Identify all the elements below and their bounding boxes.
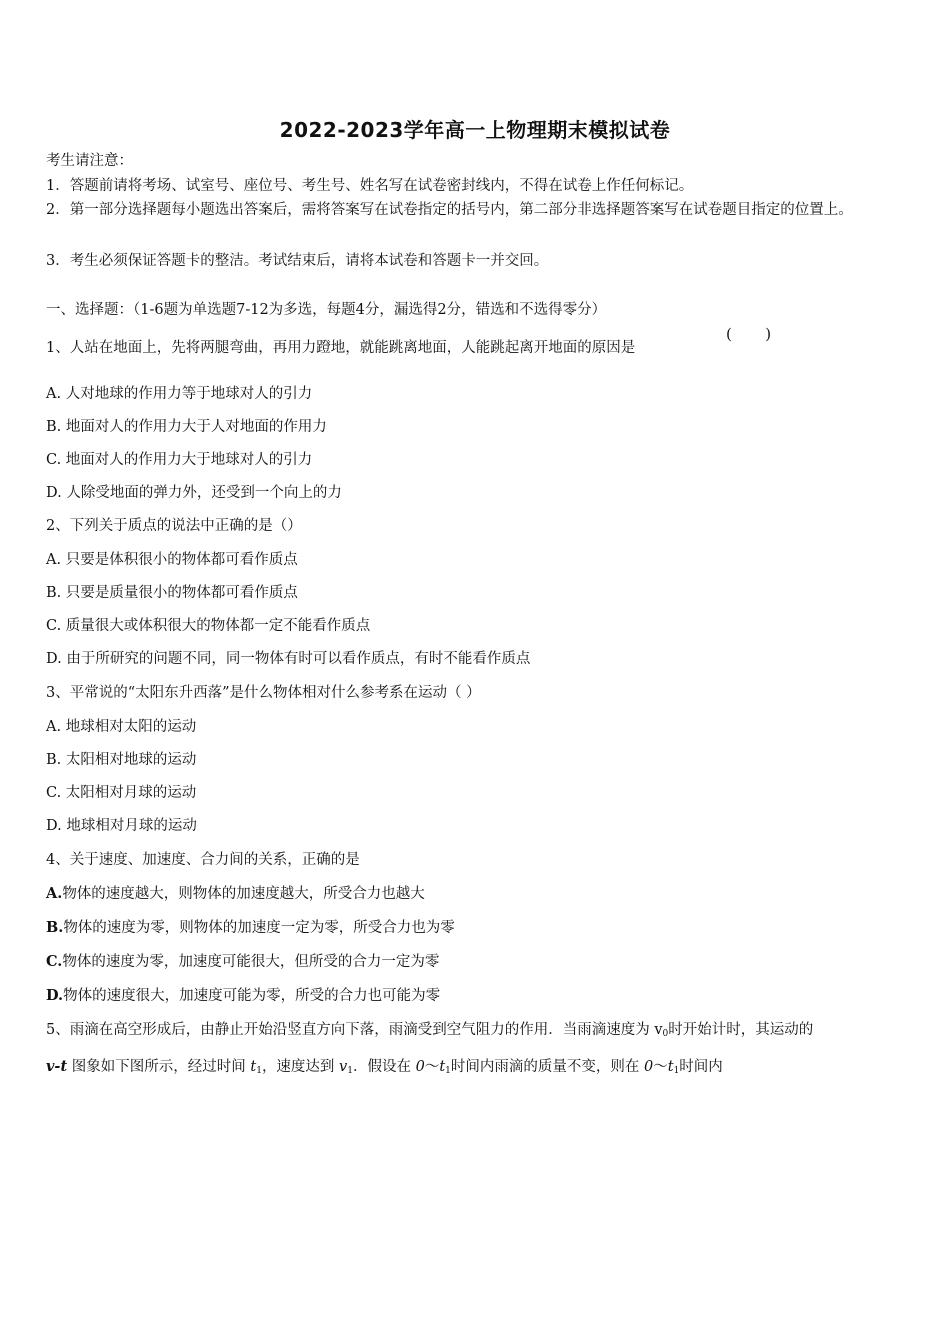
q4-option-a-text: 物体的速度越大，则物体的加速度越大，所受合力也越大 <box>62 886 425 902</box>
q5-v1-symbol: v <box>339 1059 348 1075</box>
q5-text-a: 5、雨滴在高空形成后，由静止开始沿竖直方向下落，雨滴受到空气阻力的作用．当雨滴速度为 v <box>46 1022 663 1038</box>
notice-item-2: 2．第一部分选择题每小题选出答案后，需将答案写在试卷指定的括号内，第二部分非选择题答案写在试卷题目指定的位置上。 <box>46 202 853 218</box>
q2-option-d: D. 由于所研究的问题不同，同一物体有时可以看作质点，有时不能看作质点 <box>46 651 531 667</box>
q1-option-a: A. 人对地球的作用力等于地球对人的引力 <box>46 386 313 402</box>
q2-option-c: C. 质量很大或体积很大的物体都一定不能看作质点 <box>46 618 371 634</box>
section-heading: 一、选择题：（1-6题为单选题7-12为多选，每题4分，漏选得2分，错选和不选得零分） <box>46 302 607 318</box>
notice-item-3: 3．考生必须保证答题卡的整洁。考试结束后，请将本试卷和答题卡一并交回。 <box>46 253 549 269</box>
q4-option-d-letter: D. <box>46 987 64 1004</box>
q4-option-a <box>46 884 425 904</box>
q5-t1-symbol-c: t <box>667 1059 674 1075</box>
q3-option-d: D. 地球相对月球的运动 <box>46 818 197 834</box>
q5-t1-sub-b: 1 <box>445 1066 451 1076</box>
q4-option-c-text: 物体的速度为零，加速度可能很大，但所受的合力一定为零 <box>62 954 440 970</box>
q4-option-c <box>46 952 439 972</box>
question-5-stem-line-2 <box>46 1057 723 1081</box>
q4-option-b-letter: B. <box>46 919 64 936</box>
question-2-stem: 2、下列关于质点的说法中正确的是（） <box>46 518 302 534</box>
q5-t1-sub-c: 1 <box>673 1066 680 1076</box>
q5-tilde-b: ～ <box>653 1059 668 1075</box>
notice-heading: 考生请注意： <box>46 153 133 169</box>
q3-option-b: B. 太阳相对地球的运动 <box>46 752 197 768</box>
q5-text-g: 时间内 <box>679 1059 723 1075</box>
answer-parenthesis: ( ) <box>726 325 772 343</box>
q5-t1-sub: 1 <box>256 1066 262 1076</box>
q5-text-b: 时开始计时，其运动的 <box>668 1022 814 1038</box>
q4-option-a-letter: A. <box>46 885 63 902</box>
question-3-stem: 3、平常说的“太阳东升西落”是什么物体相对什么参考系在运动（ ） <box>46 685 481 701</box>
q4-option-d <box>46 986 440 1006</box>
q5-sub-0: 0 <box>662 1029 669 1039</box>
page-title: 2022-2023学年高一上物理期末模拟试卷 <box>279 118 671 142</box>
q5-text-d: ，速度达到 <box>261 1059 340 1075</box>
q4-option-b <box>46 918 455 938</box>
q4-option-b-text: 物体的速度为零，则物体的加速度一定为零，所受合力也为零 <box>63 920 455 936</box>
q5-tilde-a: ～ <box>424 1059 440 1075</box>
q2-option-a: A. 只要是体积很小的物体都可看作质点 <box>46 552 298 568</box>
q1-option-c: C. 地面对人的作用力大于地球对人的引力 <box>46 452 313 468</box>
q2-option-b: B. 只要是质量很小的物体都可看作质点 <box>46 585 298 601</box>
q5-text-e: ．假设在 <box>352 1059 416 1075</box>
q5-text-f: 时间内雨滴的质量不变，则在 <box>450 1059 644 1075</box>
q5-zero-a: 0 <box>415 1059 425 1075</box>
q5-vt-label: v-t <box>46 1058 68 1075</box>
q5-t1-symbol: t <box>250 1059 257 1075</box>
question-5-stem-line-1 <box>46 1020 813 1044</box>
q4-option-c-letter: C. <box>46 953 63 970</box>
q1-option-d: D. 人除受地面的弹力外，还受到一个向上的力 <box>46 485 342 501</box>
q4-option-d-text: 物体的速度很大，加速度可能为零，所受的合力也可能为零 <box>63 988 441 1004</box>
q3-option-c: C. 太阳相对月球的运动 <box>46 785 197 801</box>
notice-item-1: 1．答题前请将考场、试室号、座位号、考生号、姓名写在试卷密封线内，不得在试卷上作任何标记。 <box>46 178 694 194</box>
q5-t1-symbol-b: t <box>439 1059 446 1075</box>
question-1-stem: 1、人站在地面上，先将两腿弯曲，再用力蹬地，就能跳离地面，人能跳起离开地面的原因是 <box>46 340 636 356</box>
q3-option-a: A. 地球相对太阳的运动 <box>46 719 197 735</box>
question-4-stem: 4、关于速度、加速度、合力间的关系，正确的是 <box>46 852 360 868</box>
q1-option-b: B. 地面对人的作用力大于人对地面的作用力 <box>46 419 327 435</box>
q5-zero-b: 0 <box>644 1059 654 1075</box>
q5-text-c: 图象如下图所示，经过时间 <box>67 1059 251 1075</box>
q5-v1-sub: 1 <box>347 1066 353 1076</box>
